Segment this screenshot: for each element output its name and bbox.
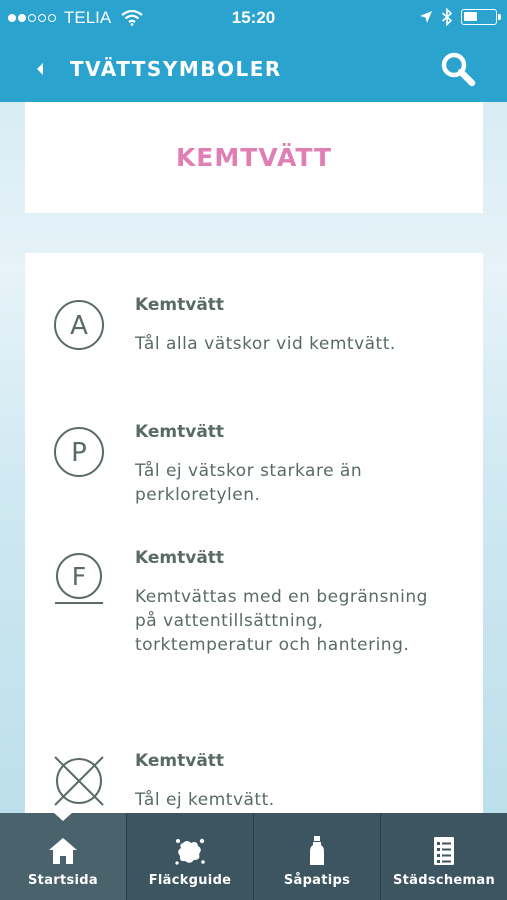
status-time: 15:20 <box>231 8 276 27</box>
tab-flackguide[interactable] <box>126 813 253 900</box>
back-chevron-icon[interactable] <box>30 58 50 80</box>
category-title: KEMTVÄTT <box>175 143 333 172</box>
crossed-circle-icon <box>49 751 109 811</box>
active-tab-pointer <box>53 812 73 821</box>
symbol-list <box>25 253 483 823</box>
tab-bar <box>0 813 507 900</box>
status-bar <box>0 0 507 36</box>
circle-p-icon <box>49 422 109 482</box>
stain-icon <box>173 835 207 867</box>
bottle-icon <box>300 835 334 867</box>
symbol-letter: A <box>70 311 88 341</box>
symbol-description: Tål ej vätskor starkare än perkloretylen. <box>135 461 363 505</box>
tab-label: Fläckguide <box>148 873 232 888</box>
page-title: TVÄTTSYMBOLER <box>70 57 282 81</box>
tab-stadscheman[interactable] <box>380 813 507 900</box>
circle-f-underline-icon <box>49 548 109 608</box>
symbol-description: Tål ej kemtvätt. <box>135 790 275 810</box>
tab-label: Startsida <box>28 873 98 888</box>
tab-startsida[interactable] <box>0 813 126 900</box>
symbol-name: Kemtvätt <box>135 751 225 771</box>
symbol-description: Kemtvättas med en begränsning på vattentillsättning, torktemperatur och hantering. <box>135 587 428 655</box>
category-header-card <box>25 102 483 213</box>
symbol-letter: F <box>71 562 87 591</box>
status-right <box>419 8 497 26</box>
nav-bar <box>0 36 507 102</box>
carrier-name: TELIA <box>64 8 112 27</box>
checklist-icon <box>427 835 461 867</box>
symbol-name: Kemtvätt <box>135 548 225 568</box>
battery-icon <box>461 9 497 25</box>
location-arrow-icon <box>419 10 433 24</box>
tab-label: Städscheman <box>392 873 496 888</box>
home-icon <box>46 835 80 867</box>
symbol-name: Kemtvätt <box>135 422 225 442</box>
symbol-letter: P <box>71 438 87 468</box>
search-icon[interactable] <box>439 50 477 88</box>
tab-sapatips[interactable] <box>253 813 380 900</box>
tab-label: Såpatips <box>283 873 351 888</box>
circle-a-icon <box>49 295 109 355</box>
bluetooth-icon <box>441 8 453 26</box>
symbol-name: Kemtvätt <box>135 295 225 315</box>
symbol-description: Tål alla vätskor vid kemtvätt. <box>135 334 396 354</box>
